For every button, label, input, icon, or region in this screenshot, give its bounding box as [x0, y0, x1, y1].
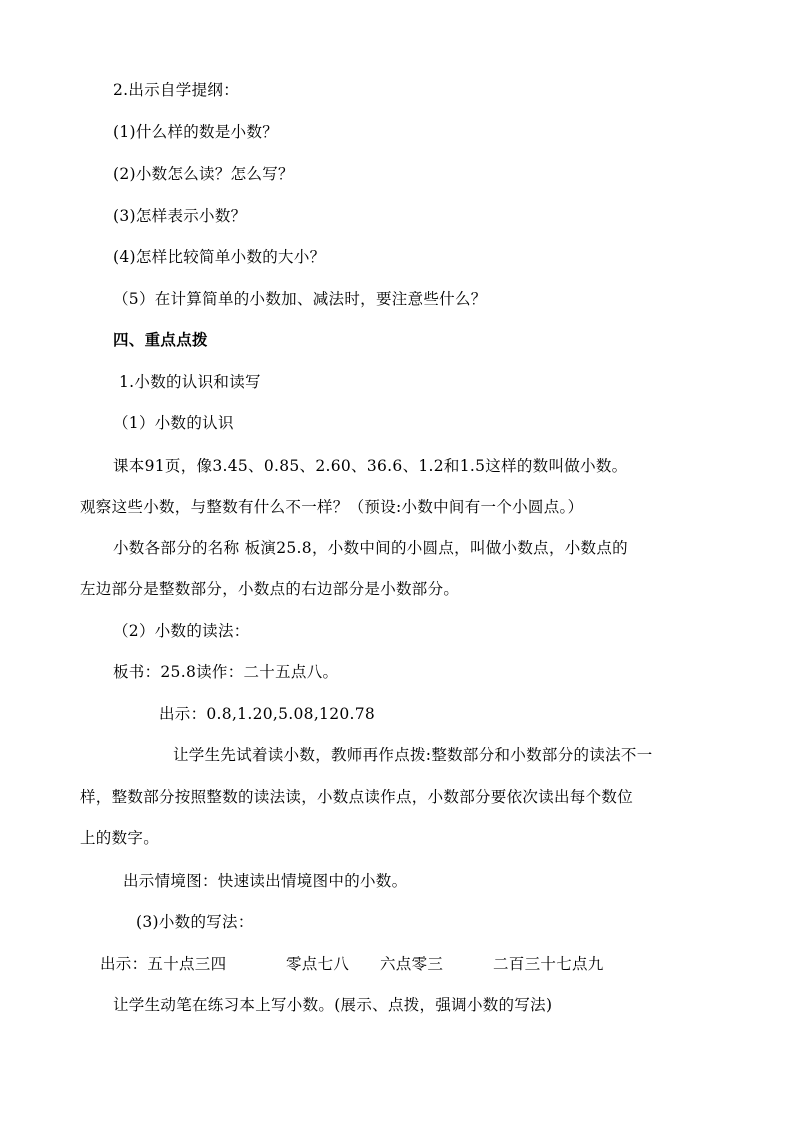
subsection-heading: 1.小数的认识和读写: [119, 373, 261, 391]
paragraph-line: 让学生先试着读小数，教师再作点拨:整数部分和小数部分的读法不一: [173, 746, 653, 764]
outline-item-2: (2)小数怎么读？怎么写？: [113, 165, 294, 183]
paragraph-line: 上的数字。: [80, 829, 160, 847]
example-label: 出示：五十点三四: [100, 955, 227, 973]
outline-heading: 2.出示自学提纲：: [113, 81, 239, 99]
outline-item-5: （5）在计算简单的小数加、减法时，要注意些什么？: [113, 290, 487, 308]
paragraph-line: 左边部分是整数部分，小数点的右边部分是小数部分。: [80, 580, 460, 598]
outline-item-1: (1)什么样的数是小数？: [113, 123, 279, 141]
paragraph-line: 出示：0.8,1.20,5.08,120.78: [159, 705, 376, 723]
subsection-item-2: （2）小数的读法：: [113, 622, 250, 640]
example-item: 二百三十七点九: [493, 955, 604, 973]
subsection-item-3: (3)小数的写法：: [136, 913, 254, 931]
paragraph-line: 小数各部分的名称 板演25.8，小数中间的小圆点，叫做小数点，小数点的: [113, 539, 628, 557]
paragraph-line: 板书：25.8读作：二十五点八。: [113, 663, 339, 681]
paragraph-line: 出示情境图：快速读出情境图中的小数。: [123, 872, 408, 890]
example-item: 六点零三: [380, 955, 444, 973]
example-item: 零点七八: [286, 955, 350, 973]
section-heading: 四、重点点拨: [113, 330, 208, 349]
outline-item-3: (3)怎样表示小数？: [113, 207, 247, 225]
paragraph-line: 课本91页，像3.45、0.85、2.60、36.6、1.2和1.5这样的数叫做小数。: [113, 457, 628, 475]
paragraph-line: 让学生动笔在练习本上写小数。(展示、点拨，强调小数的写法): [113, 996, 553, 1014]
outline-item-4: (4)怎样比较简单小数的大小？: [113, 248, 326, 266]
paragraph-line: 观察这些小数，与整数有什么不一样？（预设:小数中间有一个小圆点。）: [80, 498, 584, 516]
subsection-item-1: （1）小数的认识: [113, 414, 234, 432]
paragraph-line: 样，整数部分按照整数的读法读，小数点读作点，小数部分要依次读出每个数位: [80, 788, 634, 806]
